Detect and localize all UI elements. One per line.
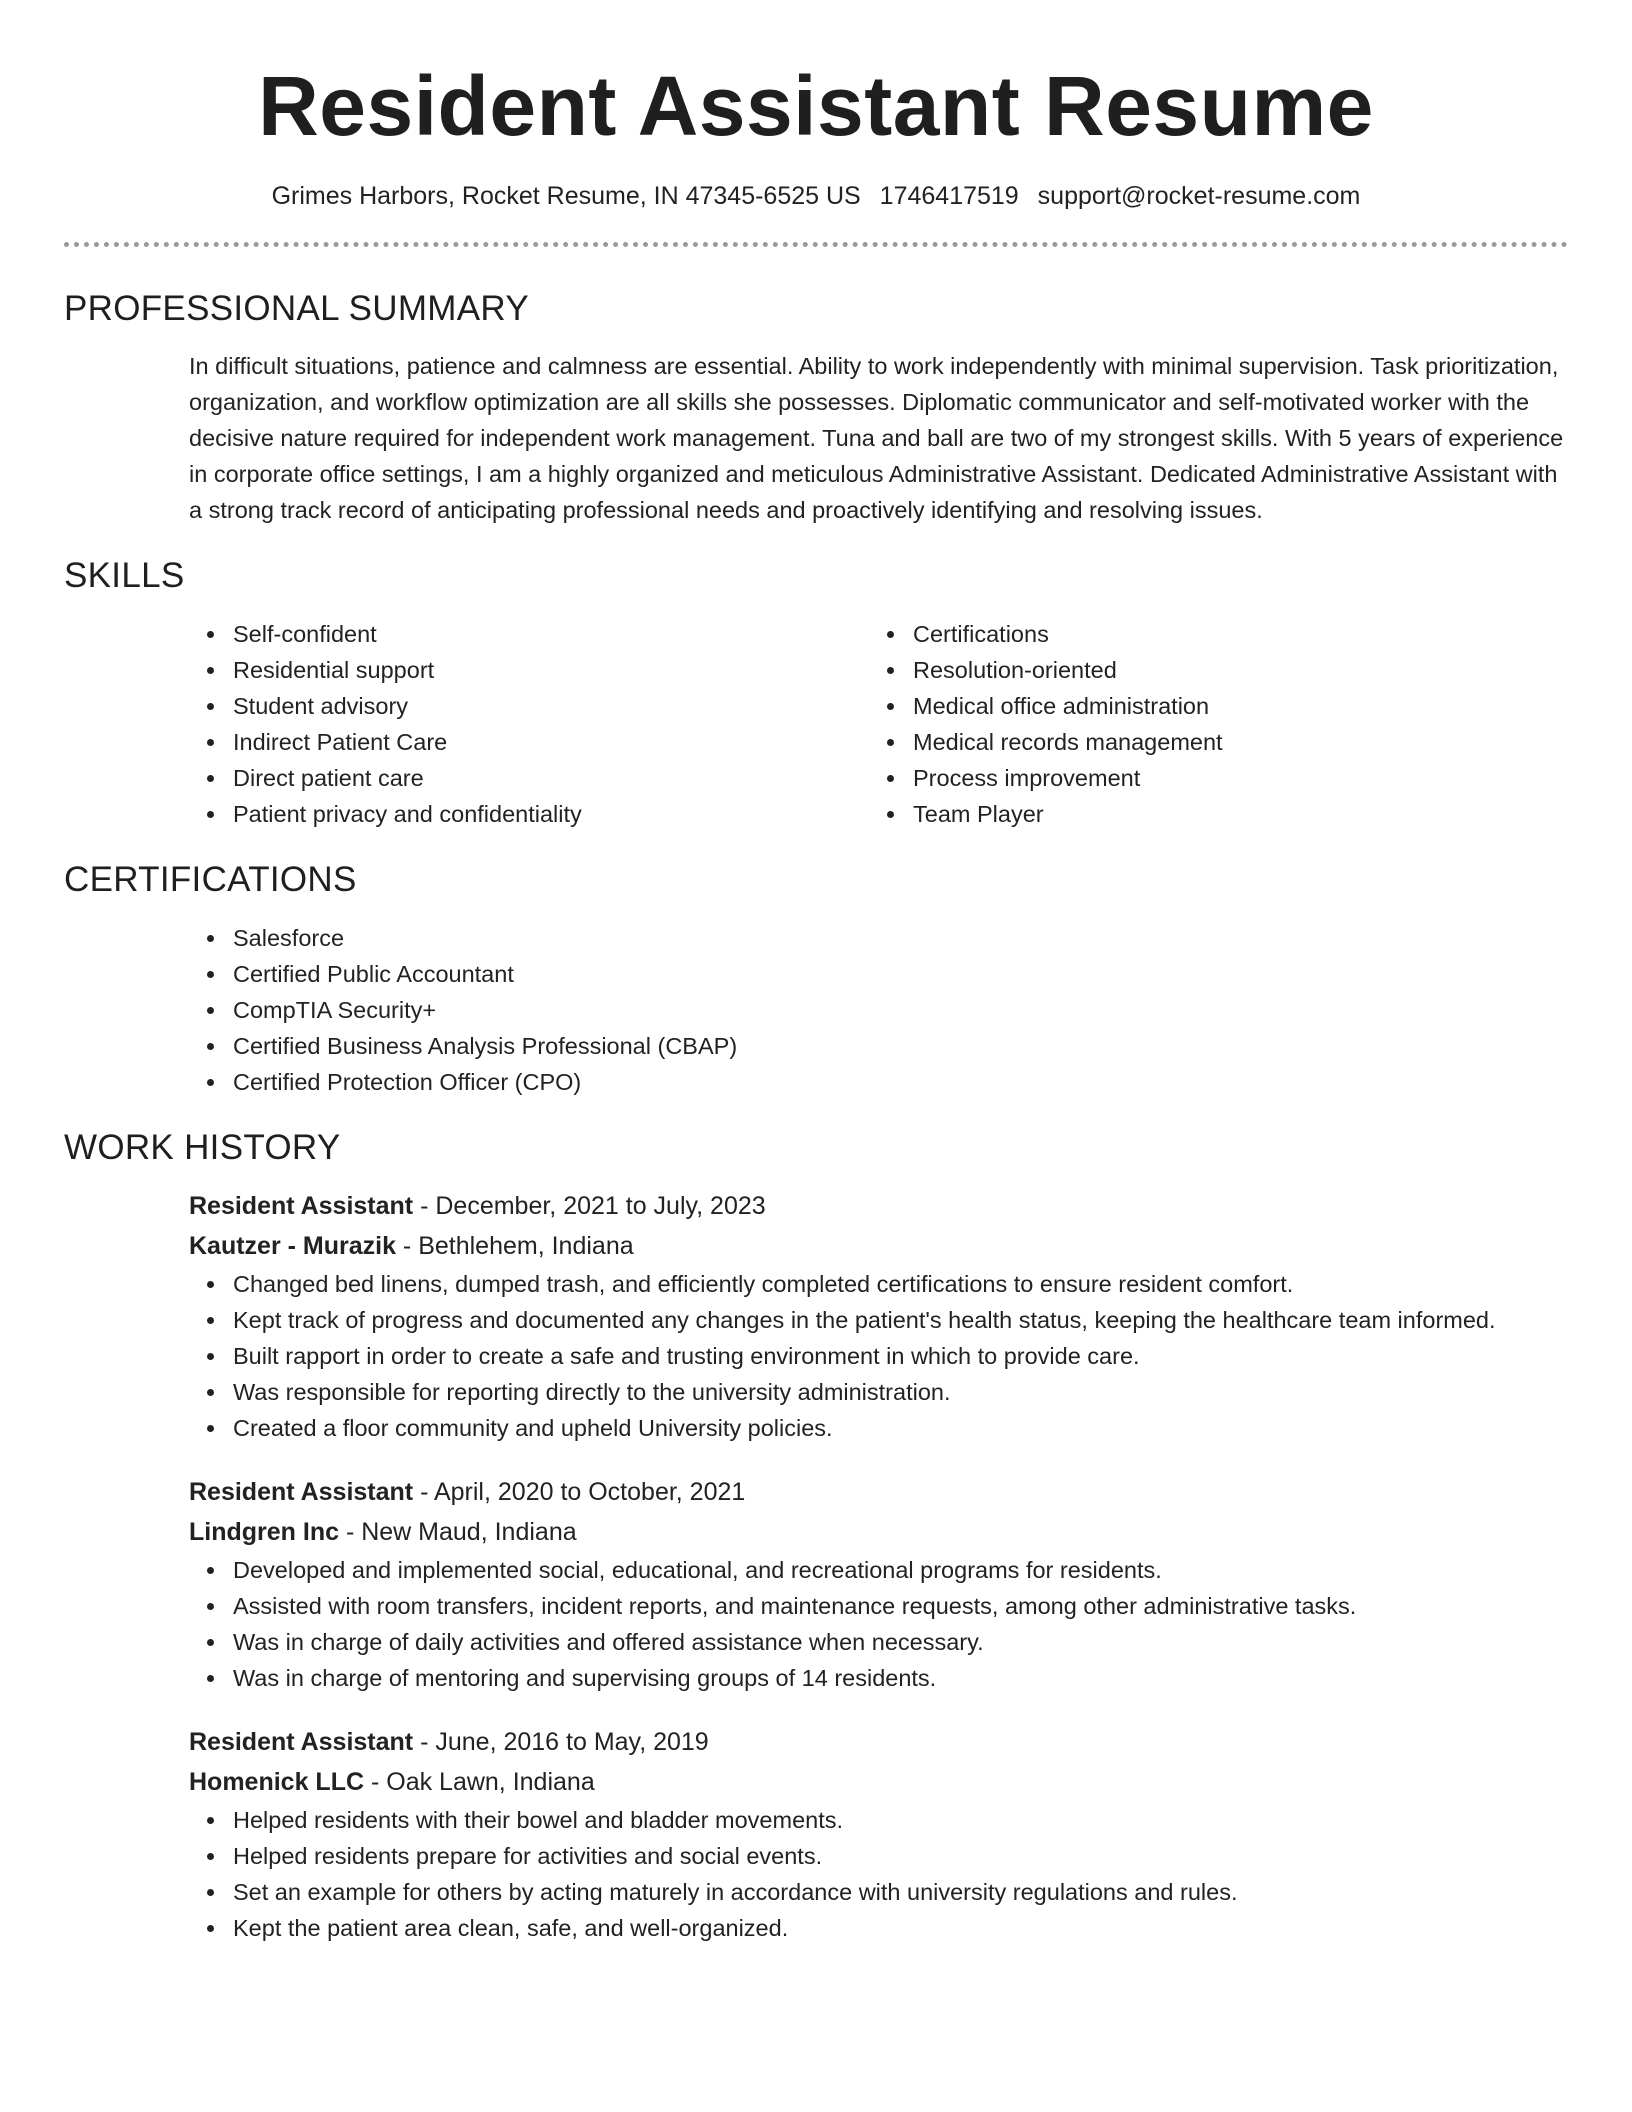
skills-column-right — [869, 616, 1549, 832]
job-bullet: Helped residents with their bowel and bladder movements. — [233, 1802, 1568, 1838]
skill-item: Process improvement — [913, 760, 1549, 796]
skill-item: Student advisory — [233, 688, 869, 724]
job-bullet: Developed and implemented social, educational, and recreational programs for residents. — [233, 1552, 1568, 1588]
job-bullet: Set an example for others by acting maturely in accordance with university regulations and rules. — [233, 1874, 1568, 1910]
skill-item: Residential support — [233, 652, 869, 688]
resume-title: Resident Assistant Resume — [258, 59, 1374, 153]
skill-item: Certifications — [913, 616, 1549, 652]
job-bullet: Was in charge of daily activities and offered assistance when necessary. — [233, 1624, 1568, 1660]
certifications-heading: CERTIFICATIONS — [64, 860, 357, 899]
job-bullet: Changed bed linens, dumped trash, and efficiently completed certifications to ensure resident comfort. — [233, 1266, 1568, 1302]
skill-item: Direct patient care — [233, 760, 869, 796]
resume-page — [64, 0, 1568, 1946]
job-bullet: Was responsible for reporting directly to the university administration. — [233, 1374, 1568, 1410]
header-divider — [64, 242, 1568, 247]
certifications-section — [64, 858, 1568, 1100]
job-location: - Oak Lawn, Indiana — [364, 1768, 595, 1796]
skill-item: Patient privacy and confidentiality — [233, 796, 869, 832]
job-company-line — [189, 1226, 1568, 1266]
summary-section — [64, 287, 1568, 528]
job-location: - New Maud, Indiana — [339, 1518, 577, 1546]
job-company: Kautzer - Murazik — [189, 1232, 396, 1260]
job-bullet: Created a floor community and upheld University policies. — [233, 1410, 1568, 1446]
work-history-section — [64, 1126, 1568, 1946]
skills-heading: SKILLS — [64, 556, 185, 595]
certifications-body — [189, 920, 1568, 1100]
job-dates: - April, 2020 to October, 2021 — [413, 1478, 746, 1506]
job-role: Resident Assistant — [189, 1478, 414, 1506]
job-bullet: Helped residents prepare for activities and social events. — [233, 1838, 1568, 1874]
summary-body — [189, 348, 1568, 528]
skill-item: Self-confident — [233, 616, 869, 652]
job-bullet: Was in charge of mentoring and supervising groups of 14 residents. — [233, 1660, 1568, 1696]
job-location: - Bethlehem, Indiana — [395, 1232, 634, 1260]
job-entry — [189, 1472, 1568, 1696]
skill-item: Medical records management — [913, 724, 1549, 760]
summary-heading: PROFESSIONAL SUMMARY — [64, 289, 529, 328]
skill-item: Medical office administration — [913, 688, 1549, 724]
contact-phone: 1746417519 — [879, 182, 1019, 210]
contact-line — [64, 180, 1568, 212]
job-title-line — [189, 1472, 1568, 1512]
certification-item: Salesforce — [233, 920, 1568, 956]
job-bullet: Built rapport in order to create a safe and trusting environment in which to provide care. — [233, 1338, 1568, 1374]
skill-item: Team Player — [913, 796, 1549, 832]
job-company-line — [189, 1512, 1568, 1552]
certification-item: Certified Public Accountant — [233, 956, 1568, 992]
certification-item: CompTIA Security+ — [233, 992, 1568, 1028]
job-entry — [189, 1722, 1568, 1946]
skill-item: Indirect Patient Care — [233, 724, 869, 760]
job-company: Homenick LLC — [189, 1768, 365, 1796]
job-bullets — [189, 1802, 1568, 1946]
skills-columns — [189, 616, 1568, 832]
skill-item: Resolution-oriented — [913, 652, 1549, 688]
job-bullets — [189, 1266, 1568, 1446]
skills-section — [64, 554, 1568, 832]
job-dates: - June, 2016 to May, 2019 — [413, 1728, 709, 1756]
job-bullet: Kept track of progress and documented any changes in the patient's health status, keeping the healthcare team informed. — [233, 1302, 1568, 1338]
job-company: Lindgren Inc — [189, 1518, 339, 1546]
job-title-line — [189, 1186, 1568, 1226]
skills-column-left — [189, 616, 869, 832]
summary-text: In difficult situations, patience and calmness are essential. Ability to work independently with minimal supervision. Task prioritization, organization, and workflow optimization are all skills she possesses. Diplomatic communicator and self-motivated worker with the decisive nature required for independent work management. Tuna and ball are two of my strongest skills. With 5 years of experience in corporate office settings, I am a highly organized and meticulous Administrative Assistant. Dedicated Administrative Assistant with a strong track record of anticipating professional needs and proactively identifying and resolving issues. — [189, 353, 1564, 523]
job-bullet: Assisted with room transfers, incident reports, and maintenance requests, among other administrative tasks. — [233, 1588, 1568, 1624]
job-dates: - December, 2021 to July, 2023 — [413, 1192, 766, 1220]
job-role: Resident Assistant — [189, 1728, 414, 1756]
job-title-line — [189, 1722, 1568, 1762]
job-bullets — [189, 1552, 1568, 1696]
job-company-line — [189, 1762, 1568, 1802]
contact-address: Grimes Harbors, Rocket Resume, IN 47345-6525 US — [271, 182, 861, 210]
job-entry — [189, 1186, 1568, 1446]
certification-item: Certified Protection Officer (CPO) — [233, 1064, 1568, 1100]
contact-email: support@rocket-resume.com — [1037, 182, 1361, 210]
certification-item: Certified Business Analysis Professional (CBAP) — [233, 1028, 1568, 1064]
work-history-heading: WORK HISTORY — [64, 1128, 341, 1167]
job-role: Resident Assistant — [189, 1192, 414, 1220]
job-bullet: Kept the patient area clean, safe, and well-organized. — [233, 1910, 1568, 1946]
